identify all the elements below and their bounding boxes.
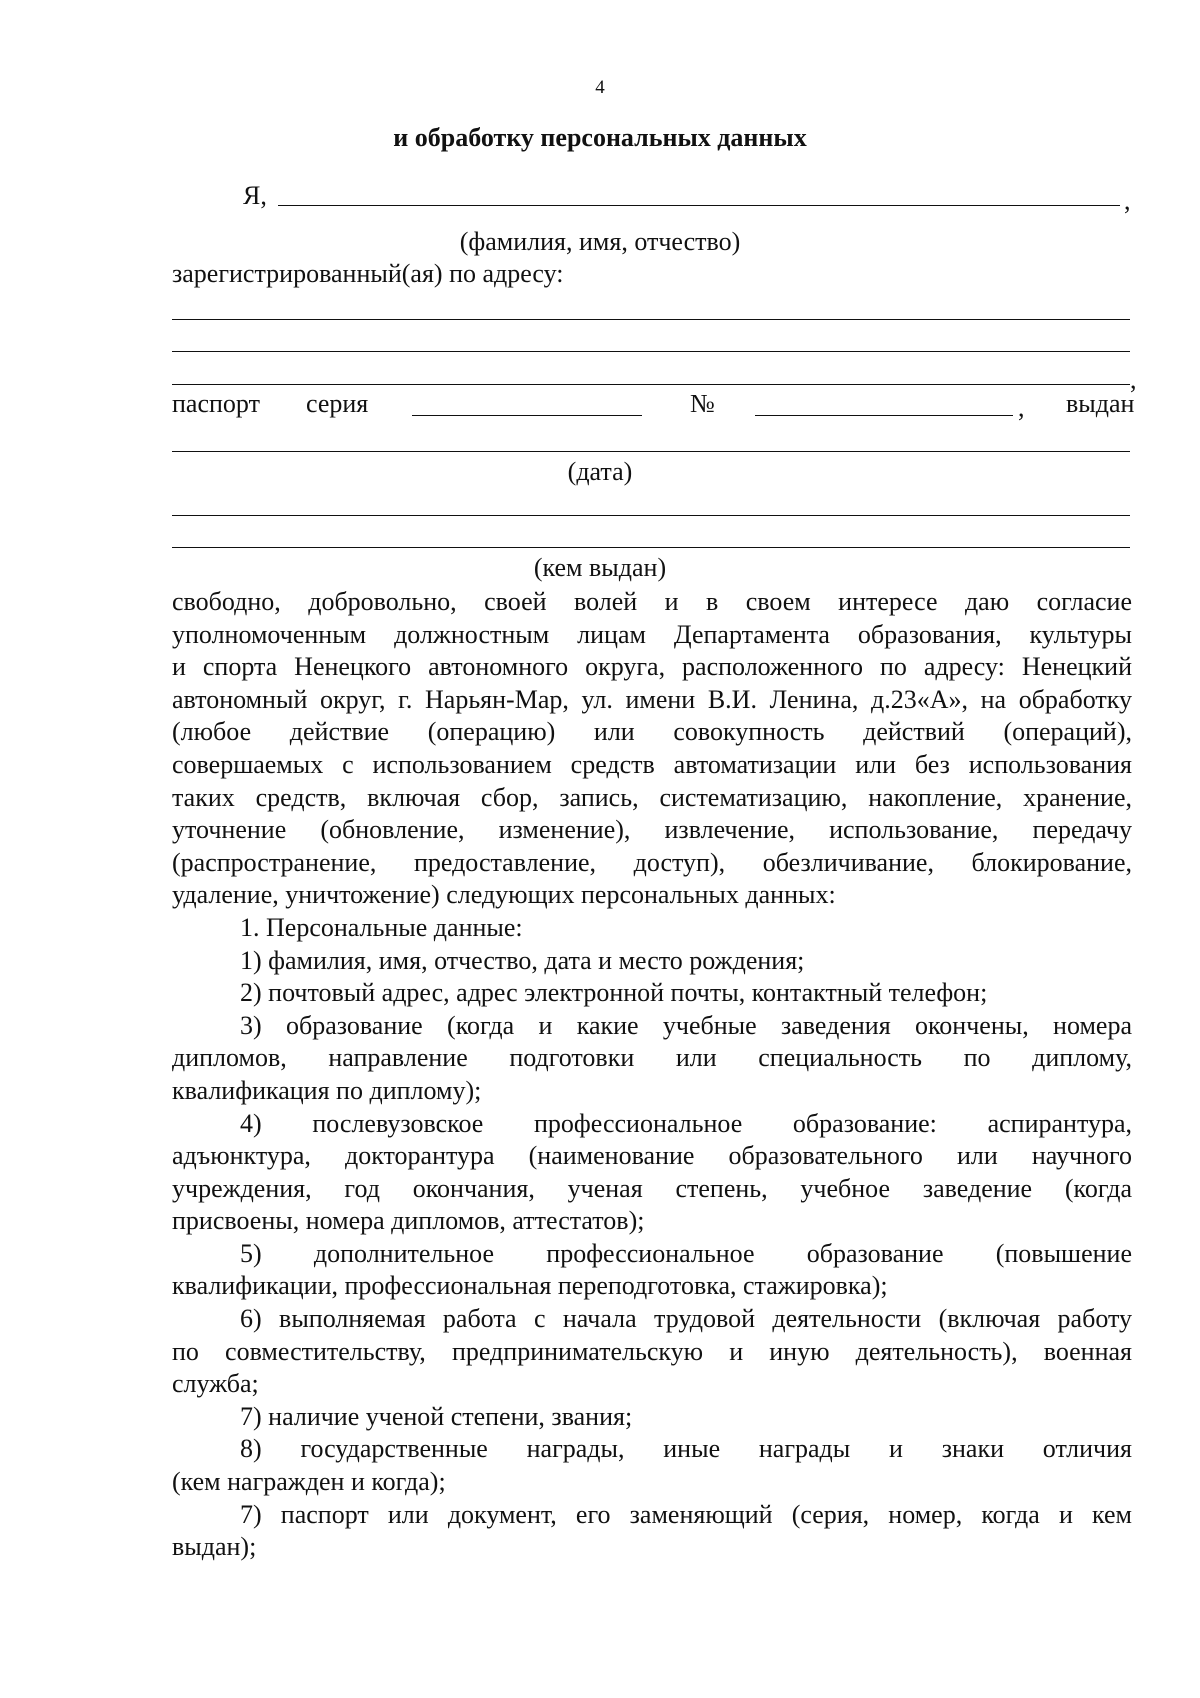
list-item-line: 2) почтовый адрес, адрес электронной почты, контактный телефон; xyxy=(240,978,988,1008)
list-item-line: дипломов, направление подготовки или специальность по диплому, xyxy=(172,1043,1132,1073)
address-blank-line-2 xyxy=(172,351,1130,352)
address-blank-line-3 xyxy=(172,384,1130,385)
page-title: и обработку персональных данных xyxy=(393,123,807,152)
consent-line: (любое действие (операцию) или совокупность действий (операций), xyxy=(172,717,1132,747)
list-item-line: 5) дополнительное профессиональное образование (повышение xyxy=(240,1238,1132,1268)
list-item-line: квалификация по диплому); xyxy=(172,1075,482,1105)
list-item-line: 8) государственные награды, иные награды и знаки отличия xyxy=(240,1434,1132,1464)
consent-line: и спорта Ненецкого автономного округа, расположенного по адресу: Ненецкий xyxy=(172,652,1132,682)
list-item-line: выдан); xyxy=(172,1532,257,1562)
issuer-blank-line-2 xyxy=(172,547,1130,548)
consent-line: автономный округ, г. Нарьян-Мар, ул. имени В.И. Ленина, д.23«А», на обработку xyxy=(172,684,1132,714)
fio-comma: , xyxy=(1124,186,1131,215)
list-item-line: (кем награжден и когда); xyxy=(172,1467,446,1497)
address-comma: , xyxy=(1130,365,1137,394)
issued-label: выдан xyxy=(1066,389,1135,418)
section-heading: 1. Персональные данные: xyxy=(240,912,523,942)
consent-text xyxy=(172,586,1132,1564)
list-item-line: квалификации, профессиональная переподготовка, стажировка); xyxy=(172,1271,888,1301)
date-caption: (дата) xyxy=(567,457,633,486)
issuer-blank-line-1 xyxy=(172,515,1130,516)
consent-line: удаление, уничтожение) следующих персональных данных: xyxy=(172,880,836,910)
consent-line: таких средств, включая сбор, запись, систематизацию, накопление, хранение, xyxy=(172,782,1132,812)
list-item-line: учреждения, год окончания, ученая степень, учебное заведение (когда xyxy=(172,1173,1132,1203)
number-blank-line xyxy=(755,415,1013,416)
passport-label: паспорт xyxy=(172,389,260,418)
series-label: серия xyxy=(306,389,369,418)
number-label: № xyxy=(690,389,715,418)
i-label: Я, xyxy=(243,181,267,210)
issuer-caption: (кем выдан) xyxy=(533,553,667,582)
fio-blank-line xyxy=(278,205,1120,206)
list-item-line: 7) наличие ученой степени, звания; xyxy=(240,1401,633,1431)
page-number: 4 xyxy=(595,77,605,98)
list-item-line: служба; xyxy=(172,1369,259,1399)
list-item-line: адъюнктура, докторантура (наименование образовательного или научного xyxy=(172,1141,1132,1171)
consent-line: (распространение, предоставление, доступ), обезличивание, блокирование, xyxy=(172,847,1132,877)
list-item-line: 4) послевузовское профессиональное образование: аспирантура, xyxy=(240,1108,1132,1138)
fio-caption: (фамилия, имя, отчество) xyxy=(459,227,741,256)
list-item-line: 1) фамилия, имя, отчество, дата и место рождения; xyxy=(240,945,805,975)
number-comma: , xyxy=(1018,393,1025,422)
list-item-line: присвоены, номера дипломов, аттестатов); xyxy=(172,1206,645,1236)
consent-line: совершаемых с использованием средств автоматизации или без использования xyxy=(172,749,1132,779)
registered-label: зарегистрированный(ая) по адресу: xyxy=(172,259,564,288)
list-item-line: 3) образование (когда и какие учебные заведения окончены, номера xyxy=(240,1010,1132,1040)
list-item-line: 7) паспорт или документ, его заменяющий (серия, номер, когда и кем xyxy=(240,1499,1132,1529)
list-item-line: по совместительству, предпринимательскую и иную деятельность), военная xyxy=(172,1336,1132,1366)
series-blank-line xyxy=(412,415,642,416)
date-blank-line xyxy=(172,451,1130,452)
address-blank-line-1 xyxy=(172,319,1130,320)
list-item-line: 6) выполняемая работа с начала трудовой деятельности (включая работу xyxy=(240,1304,1132,1334)
consent-line: свободно, добровольно, своей волей и в своем интересе даю согласие xyxy=(172,587,1132,616)
consent-line: уполномоченным должностным лицам Департамента образования, культуры xyxy=(172,619,1132,649)
consent-line: уточнение (обновление, изменение), извлечение, использование, передачу xyxy=(172,815,1132,845)
